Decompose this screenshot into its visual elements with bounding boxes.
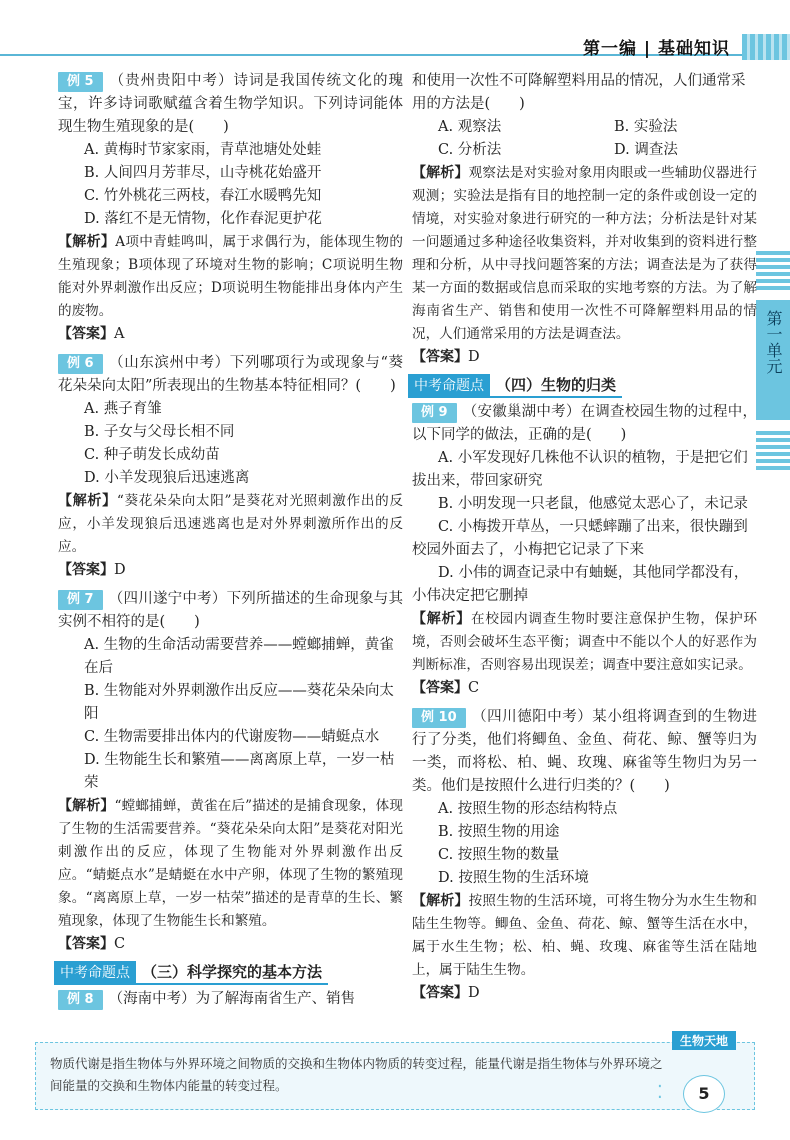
option: A. 黄梅时节家家雨，青草池塘处处蛙 [84,142,322,158]
example-9-question: 例 9 （安徽巢湖中考）在调查校园生物的过程中，以下同学的做法，正确的是( ) [412,404,757,443]
example-8-analysis: 【解析】观察法是对实验对象用肉眼或一些辅助仪器进行观测；实验法是指有目的地控制一定的条件或创设一定的情境，对实验对象进行研究的一种方法；分析法是针对某一问题通过多种途径收集资料，并对收集到的资料进行整理和分析，从中寻找问题答案的方法；调查法是为了获得某一方面的数据或信息而采取的实地考察的方法。为了解海南省生产、销售和使用一次性不可降解塑料用品的情况，人们通常采用的方法是调查法。 [412,165,758,342]
example-badge: 例 5 [58,72,103,92]
unit-side-tab-label: 第一单元 [764,310,783,374]
example-6-question: 例 6 （山东滨州中考）下列哪项行为或现象与“葵花朵朵向太阳”所表现出的生物基本特征相同？( ) [58,355,403,394]
option: D. 生物能生长和繁殖——离离原上草，一岁一枯荣 [84,752,395,791]
example-badge: 例 8 [58,990,103,1010]
example-10-answer: 【答案】D [412,985,480,1001]
option: C. 按照生物的数量 [438,847,560,863]
note-label: 生物天地 [672,1031,736,1050]
side-stripe-decoration [756,250,790,290]
section-heading-4 [408,373,757,399]
section-title: （三）科学探究的基本方法 [136,961,328,985]
option: A. 生物的生命活动需要营养——螳螂捕蝉，黄雀在后 [84,637,394,676]
option: D. 小伟的调查记录中有蚰蜒，其他同学都没有，小伟决定把它删掉 [412,565,749,604]
section-badge: 中考命题点 [408,374,490,398]
example-10-question: 例 10 （四川德阳中考）某小组将调查到的生物进行了分类，他们将鲫鱼、金鱼、荷花、鲸、蟹等归为一类，而将松、柏、蝇、玫瑰、麻雀等生物归为另一类。他们是按照什么进行归类的？( ) [412,709,757,794]
option: B. 子女与父母长相不同 [84,424,235,440]
example-7-answer: 【答案】C [58,936,126,952]
section-badge: 中考命题点 [54,961,136,985]
section-heading-3 [54,960,403,986]
option: D. 调查法 [614,142,678,158]
option: B. 生物能对外界刺激作出反应——葵花朵朵向太阳 [84,683,394,722]
option: A. 燕子育雏 [84,401,162,417]
option: C. 分析法 [438,142,502,158]
option: B. 实验法 [614,119,678,135]
option: B. 按照生物的用途 [438,824,560,840]
dots-decoration: ⁚ [657,1082,663,1103]
example-8-question-start: 例 8 （海南中考）为了解海南省生产、销售 [58,988,403,1011]
example-7-analysis: 【解析】“螳螂捕蝉，黄雀在后”描述的是捕食现象，体现了生物的生活需要营养。“葵花朵朵向太阳”是葵花对阳光刺激作出的反应，体现了生物能对外界刺激作出反应。“蜻蜓点水”是蜻蜓在水中产卵，体现了生物的繁殖现象。“离离原上草，一岁一枯荣”描述的是青草的生长、繁殖现象，体现了生物能生长和繁殖。 [58,798,403,929]
example-7-question: 例 7 （四川遂宁中考）下列所描述的生命现象与其实例不相符的是( ) [58,591,403,630]
example-8-options-row-1 [412,116,757,139]
example-badge: 例 10 [412,708,466,728]
page-header [0,28,790,68]
example-9-analysis: 【解析】在校园内调查生物时要注意保护生物，保护环境，否则会破坏生态平衡；调查中不能以个人的好恶作为判断标准，否则容易出现误差；调查中要注意如实记录。 [412,611,758,673]
option: C. 生物需要排出体内的代谢废物——蜻蜓点水 [84,729,380,745]
option: D. 按照生物的生活环境 [438,870,589,886]
example-badge: 例 6 [58,354,103,374]
biology-world-note-box [35,1034,755,1110]
header-stripe-decoration [742,34,790,60]
option: C. 竹外桃花三两枝，春江水暖鸭先知 [84,188,322,204]
header-title: 第一编 | 基础知识 [582,39,730,59]
example-badge: 例 9 [412,403,457,423]
option: D. 落红不是无情物，化作春泥更护花 [84,211,322,227]
option: A. 按照生物的形态结构特点 [438,801,618,817]
example-6-analysis: 【解析】“葵花朵朵向太阳”是葵花对光照刺激作出的反应，小羊发现狼后迅速逃离也是对外界刺激所作出的反应。 [58,493,404,555]
example-6-answer: 【答案】D [58,562,126,578]
unit-side-tab [756,300,790,420]
example-5-question: 例 5 （贵州贵阳中考）诗词是我国传统文化的瑰宝，许多诗词歌赋蕴含着生物学知识。下列诗词能体现生物生殖现象的是( ) [58,73,403,135]
option: B. 人间四月芳菲尽，山寺桃花始盛开 [84,165,322,181]
right-column [412,70,757,1005]
example-5-answer: 【答案】A [58,326,125,342]
example-9-answer: 【答案】C [412,680,480,696]
side-stripe-decoration-lower [756,430,790,470]
option: C. 小梅拨开草丛，一只蟋蟀蹦了出来，很快蹦到校园外面去了，小梅把它记录了下来 [412,519,748,558]
example-5-analysis: 【解析】A项中青蛙鸣叫，属于求偶行为，能体现生物的生殖现象；B项体现了环境对生物的影响；C项说明生物能对外界刺激作出反应；D项说明生物能排出身体内产生的废物。 [58,234,403,319]
section-title: （四）生物的归类 [490,374,622,398]
option: A. 观察法 [438,119,502,135]
example-10-analysis: 【解析】按照生物的生活环境，可将生物分为水生生物和陆生生物等。鲫鱼、金鱼、荷花、鲸、蟹等生活在水中，属于水生生物；松、柏、蝇、玫瑰、麻雀等生活在陆地上，属于陆生生物。 [412,893,758,978]
example-8-answer: 【答案】D [412,349,480,365]
option: B. 小明发现一只老鼠，他感觉太恶心了，未记录 [438,496,748,512]
page-number: 5 [683,1075,725,1113]
example-badge: 例 7 [58,590,103,610]
left-column [58,70,403,1011]
example-8-options-row-2 [412,139,757,162]
option: C. 种子萌发长成幼苗 [84,447,220,463]
note-text: 物质代谢是指生物体与外界环境之间物质的交换和生物体内物质的转变过程，能量代谢是指生物体与外界环境之间能量的交换和生物体内能量的转变过程。 [50,1056,663,1093]
option: D. 小羊发现狼后迅速逃离 [84,470,250,486]
option: A. 小军发现好几株他不认识的植物，于是把它们拔出来，带回家研究 [412,450,748,489]
example-8-question-continued: 和使用一次性不可降解塑料用品的情况，人们通常采用的方法是( ) [412,73,746,112]
